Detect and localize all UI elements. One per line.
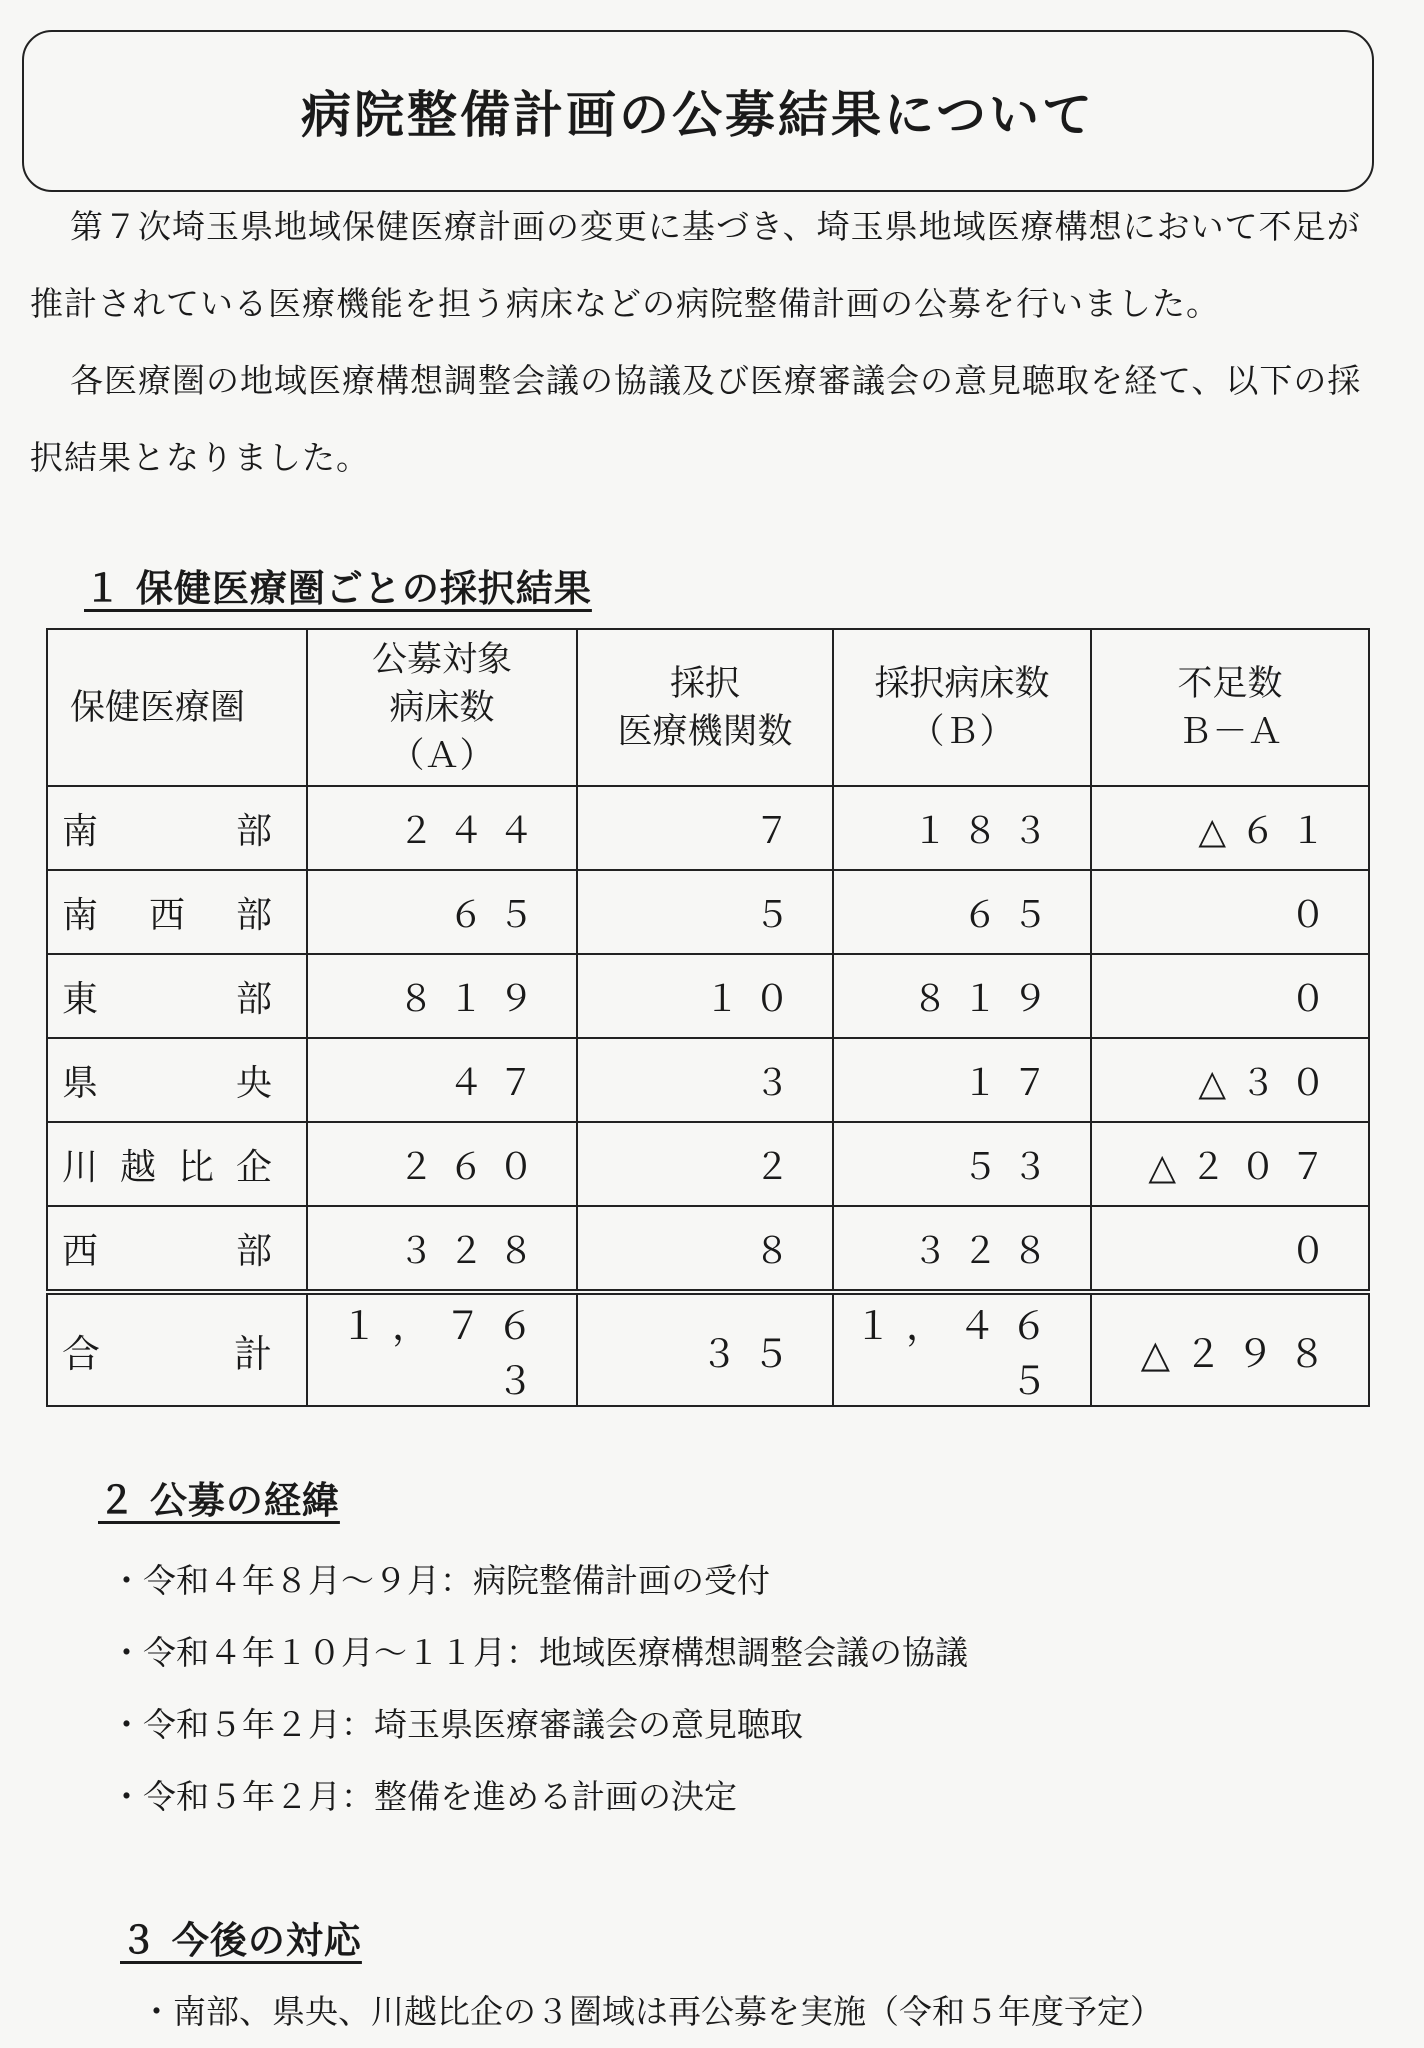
table-total-row <box>47 1292 1369 1406</box>
process-list <box>110 1545 968 1833</box>
region-char: 部 <box>235 810 272 852</box>
adopted-beds-cell: １，４６５ <box>833 1292 1091 1406</box>
header-shortfall <box>1091 629 1369 786</box>
region-char: 南 <box>62 894 99 936</box>
intro-paragraph-2: 各医療圏の地域医療構想調整会議の協議及び医療審議会の意見聴取を経て、以下の採択結果となりました。 <box>30 361 1362 477</box>
region-char: 西 <box>148 894 185 936</box>
adopted-beds-cell: ５３ <box>833 1122 1091 1206</box>
region-char: 部 <box>235 1230 272 1272</box>
shortfall-cell: ０ <box>1091 954 1369 1038</box>
adopted-beds-cell: ３２８ <box>833 1206 1091 1292</box>
adopted-beds-cell: １８３ <box>833 786 1091 870</box>
shortfall-cell: △３０ <box>1091 1038 1369 1122</box>
table-row <box>47 786 1369 870</box>
region-cell <box>47 870 307 954</box>
institutions-cell: ８ <box>577 1206 833 1292</box>
adopted-beds-cell: １７ <box>833 1038 1091 1122</box>
header-institutions-line2: 医療機関数 <box>617 711 793 752</box>
region-char: 央 <box>235 1062 272 1104</box>
shortfall-cell: △６１ <box>1091 786 1369 870</box>
target-beds-cell: ２６０ <box>307 1122 577 1206</box>
title-box <box>22 30 1374 192</box>
adopted-beds-cell: ８１９ <box>833 954 1091 1038</box>
intro-text <box>30 188 1390 496</box>
region-char: 合 <box>62 1331 101 1376</box>
region-char: 東 <box>62 978 99 1020</box>
results-table <box>46 628 1370 1407</box>
institutions-cell: １０ <box>577 954 833 1038</box>
page-title: 病院整備計画の公募結果について <box>301 86 1095 144</box>
section-2-heading: ２ 公募の経緯 <box>98 1479 340 1522</box>
adopted-beds-cell: ６５ <box>833 870 1091 954</box>
header-target-beds-line1: 公募対象 <box>371 639 512 680</box>
header-region: 保健医療圏 <box>47 629 307 786</box>
header-shortfall-line1: 不足数 <box>1177 663 1283 704</box>
header-institutions-line1: 採択 <box>669 663 740 704</box>
header-shortfall-line2: Ｂ－Ａ <box>1177 711 1283 752</box>
region-char: 越 <box>119 1146 156 1188</box>
region-cell <box>47 786 307 870</box>
region-char: 南 <box>62 810 99 852</box>
region-char: 県 <box>62 1062 99 1104</box>
region-char: 川 <box>62 1146 99 1188</box>
table-row <box>47 1206 1369 1292</box>
list-item: ・令和５年２月：埼玉県医療審議会の意見聴取 <box>110 1705 803 1744</box>
target-beds-cell: ８１９ <box>307 954 577 1038</box>
region-char: 計 <box>233 1331 272 1376</box>
list-item: ・令和４年８月～９月：病院整備計画の受付 <box>110 1561 770 1600</box>
header-target-beds <box>307 629 577 786</box>
institutions-cell: ３ <box>577 1038 833 1122</box>
section-1-heading: １ 保健医療圏ごとの採択結果 <box>84 567 592 610</box>
region-char: 部 <box>235 978 272 1020</box>
list-item: ・令和５年２月：整備を進める計画の決定 <box>110 1777 737 1816</box>
intro-paragraph-1: 第７次埼玉県地域保健医療計画の変更に基づき、埼玉県地域医療構想において不足が推計されている医療機能を担う病床などの病院整備計画の公募を行いました。 <box>30 207 1361 323</box>
header-adopted-beds-line2: （Ｂ） <box>909 711 1015 752</box>
institutions-cell: ５ <box>577 870 833 954</box>
next-steps-list <box>140 1982 1163 2042</box>
table-row <box>47 954 1369 1038</box>
region-cell <box>47 1206 307 1292</box>
region-char: 西 <box>62 1230 99 1272</box>
header-institutions <box>577 629 833 786</box>
shortfall-cell: ０ <box>1091 1206 1369 1292</box>
table-row <box>47 1038 1369 1122</box>
shortfall-cell: ０ <box>1091 870 1369 954</box>
shortfall-cell: △２０７ <box>1091 1122 1369 1206</box>
list-item: ・南部、県央、川越比企の３圏域は再公募を実施（令和５年度予定） <box>140 1992 1163 2031</box>
region-cell <box>47 1122 307 1206</box>
institutions-cell: ７ <box>577 786 833 870</box>
header-adopted-beds <box>833 629 1091 786</box>
header-target-beds-line2: 病床数 <box>389 687 495 728</box>
target-beds-cell: ２４４ <box>307 786 577 870</box>
region-char: 部 <box>235 894 272 936</box>
header-target-beds-line3: （Ａ） <box>389 735 495 776</box>
region-cell <box>47 1292 307 1406</box>
shortfall-cell: △２９８ <box>1091 1292 1369 1406</box>
region-cell <box>47 954 307 1038</box>
table-row <box>47 1122 1369 1206</box>
target-beds-cell: ４７ <box>307 1038 577 1122</box>
target-beds-cell: ３２８ <box>307 1206 577 1292</box>
target-beds-cell: １，７６３ <box>307 1292 577 1406</box>
institutions-cell: ３５ <box>577 1292 833 1406</box>
table-row <box>47 870 1369 954</box>
list-item: ・令和４年１０月～１１月：地域医療構想調整会議の協議 <box>110 1633 968 1672</box>
institutions-cell: ２ <box>577 1122 833 1206</box>
table-header-row <box>47 629 1369 786</box>
region-cell <box>47 1038 307 1122</box>
header-adopted-beds-line1: 採択病床数 <box>874 663 1050 704</box>
target-beds-cell: ６５ <box>307 870 577 954</box>
section-3-heading: ３ 今後の対応 <box>120 1919 362 1962</box>
region-char: 比 <box>177 1146 214 1188</box>
region-char: 企 <box>235 1146 272 1188</box>
